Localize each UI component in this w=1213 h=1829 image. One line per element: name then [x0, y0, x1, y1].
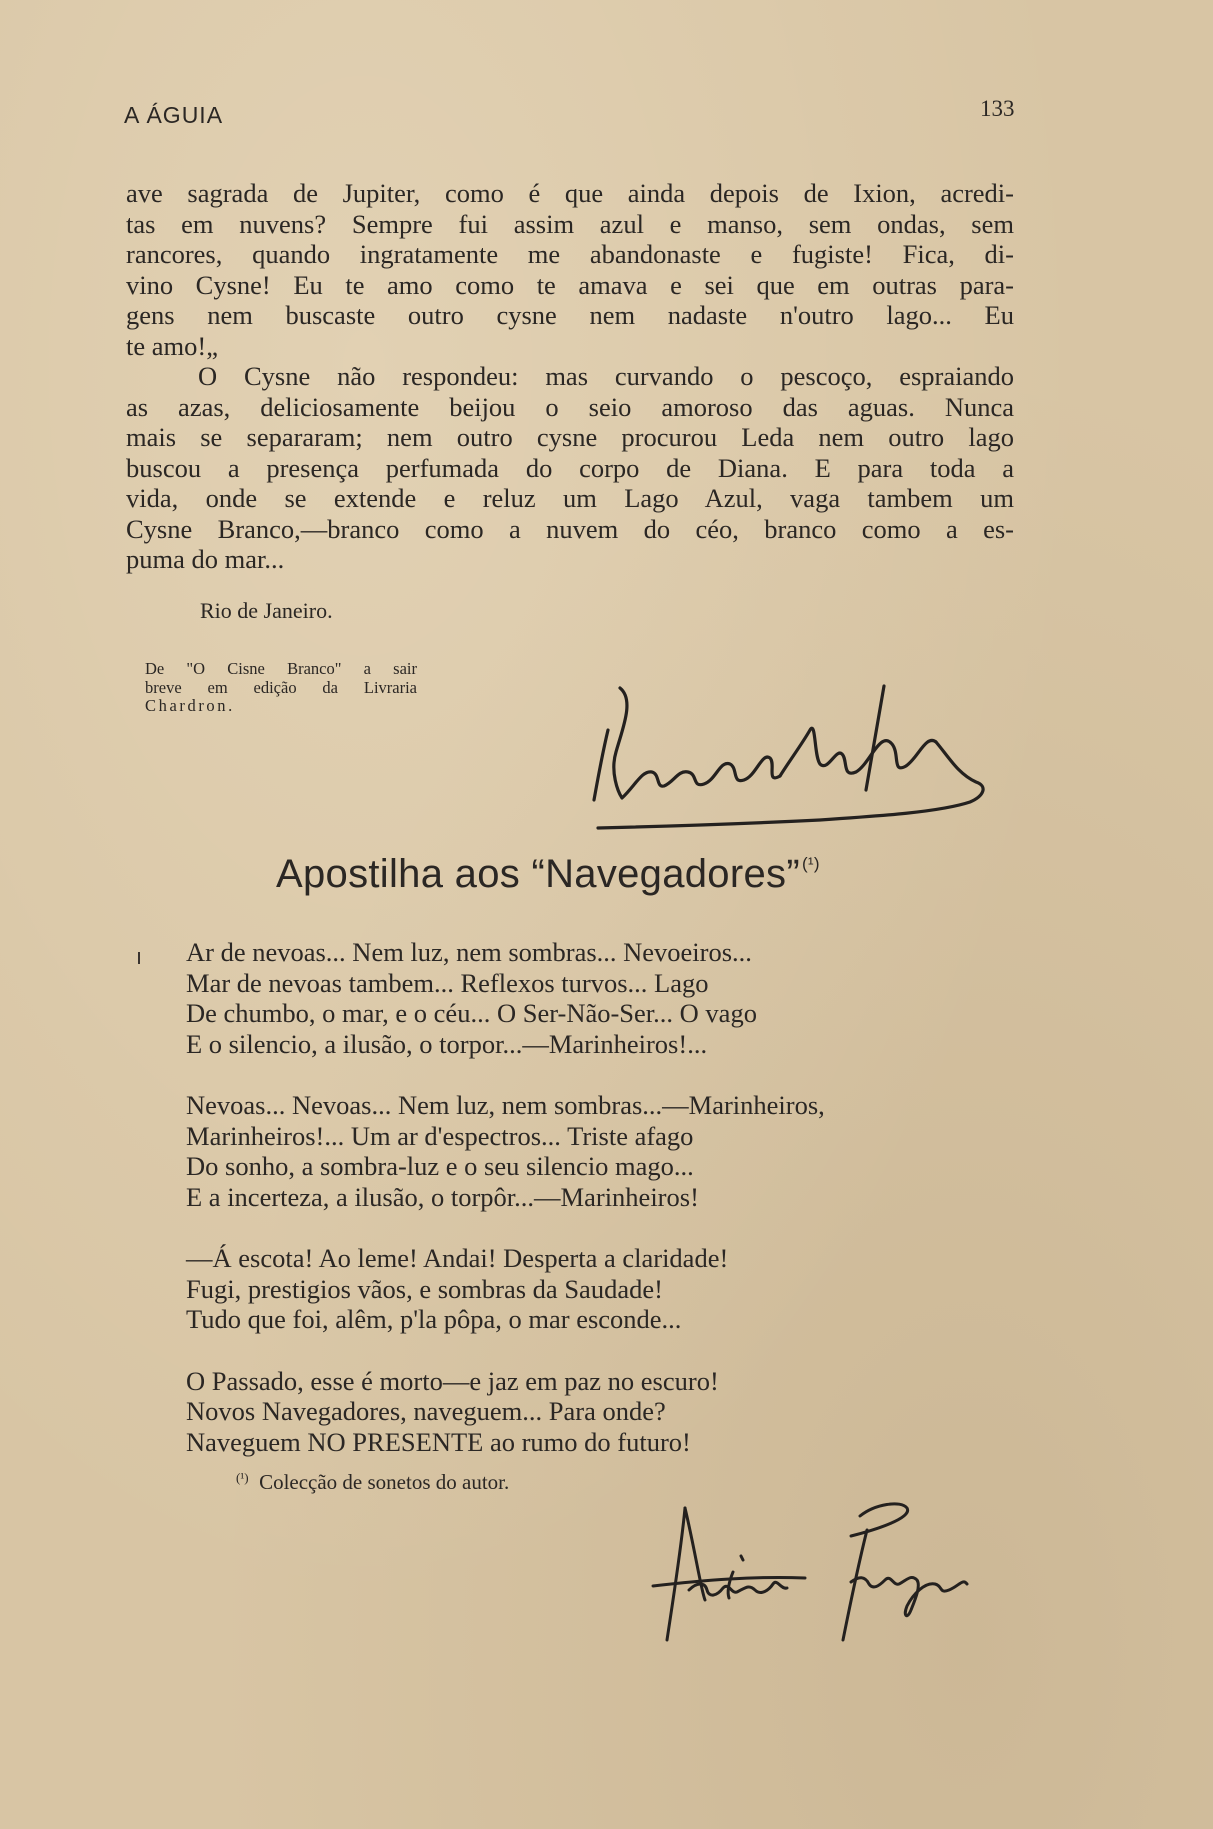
stanza [186, 1243, 986, 1335]
footnote-text: Colecção de sonetos do autor. [259, 1470, 510, 1494]
publication-note-line: breve em edição da Livraria [145, 677, 417, 697]
verse-line: O Passado, esse é morto—e jaz em paz no escuro! [186, 1365, 719, 1396]
prose-line: buscou a presença perfumada do corpo de Diana. E para toda a [126, 452, 1014, 483]
prose-line: puma do mar... [126, 544, 285, 574]
prose-line: ave sagrada de Jupiter, como é que ainda depois de Ixion, acredi- [126, 178, 1014, 208]
footnote-marker: (¹) [236, 1470, 249, 1485]
verse-line: Do sonho, a sombra-luz e o seu silencio mago... [186, 1151, 694, 1181]
poem-title-footnote-marker: (¹) [801, 854, 820, 873]
prose-line: te amo!„ [126, 330, 218, 361]
prose-line: as azas, deliciosamente beijou o seio amoroso das aguas. Nunca [126, 391, 1014, 422]
prose-line: rancores, quando ingratamente me abandonaste e fugiste! Fica, di- [126, 239, 1014, 269]
verse-line: Tudo que foi, alêm, p'la pôpa, o mar esconde... [186, 1304, 682, 1334]
prose-line: O Cysne não respondeu: mas curvando o pescoço, espraiando [198, 361, 1014, 391]
stanza [186, 937, 986, 1059]
publication-note-line: De "O Cisne Branco" a sair [145, 659, 417, 678]
verse-line: Mar de nevoas tambem... Reflexos turvos... Lago [186, 967, 709, 998]
stanza [186, 1090, 986, 1212]
poet-signature-image [645, 1490, 980, 1650]
prose-line: gens nem buscaste outro cysne nem nadaste n'outro lago... Eu [126, 300, 1014, 330]
verse-line: Naveguem NO PRESENTE ao rumo do futuro! [186, 1426, 691, 1457]
verse-line: —Á escota! Ao leme! Andai! Desperta a claridade! [186, 1243, 729, 1273]
publication-note-line: Chardron. [145, 696, 235, 715]
publication-note [145, 660, 417, 716]
prose-body [126, 178, 1014, 575]
verse-line: Nevoas... Nevoas... Nem luz, nem sombras...—Marinheiros, [186, 1090, 825, 1120]
page-number: 133 [980, 96, 1015, 121]
verse-line: De chumbo, o mar, e o céu... O Ser-Não-Ser... O vago [186, 998, 757, 1028]
margin-mark [138, 952, 140, 964]
poem-body [186, 937, 986, 1488]
verse-line: Fugi, prestigios vãos, e sombras da Saudade! [186, 1273, 663, 1304]
verse-line: E o silencio, a ilusão, o torpor...—Marinheiros!... [186, 1028, 708, 1059]
place-dateline: Rio de Janeiro. [200, 598, 333, 623]
poem-title [276, 852, 820, 897]
verse-line: Ar de nevoas... Nem luz, nem sombras... Nevoeiros... [186, 937, 752, 967]
stanza [186, 1366, 986, 1458]
author-signature-image [580, 660, 1020, 830]
footnote [236, 1470, 509, 1495]
running-head: A ÁGUIA [124, 102, 224, 128]
prose-line: vino Cysne! Eu te amo como te amava e sei que em outras para- [126, 269, 1014, 300]
prose-line: tas em nuvens? Sempre fui assim azul e manso, sem ondas, sem [126, 208, 1014, 239]
verse-line: Marinheiros!... Um ar d'espectros... Triste afago [186, 1120, 694, 1151]
poem-title-text: Apostilha aos “Navegadores” [276, 852, 800, 896]
verse-line: Novos Navegadores, naveguem... Para onde? [186, 1396, 666, 1426]
verse-line: E a incerteza, a ilusão, o torpôr...—Marinheiros! [186, 1181, 699, 1212]
prose-line: Cysne Branco,—branco como a nuvem do céo, branco como a es- [126, 513, 1014, 544]
prose-line: mais se separaram; nem outro cysne procurou Leda nem outro lago [126, 422, 1014, 452]
prose-line: vida, onde se extende e reluz um Lago Azul, vaga tambem um [126, 483, 1014, 513]
